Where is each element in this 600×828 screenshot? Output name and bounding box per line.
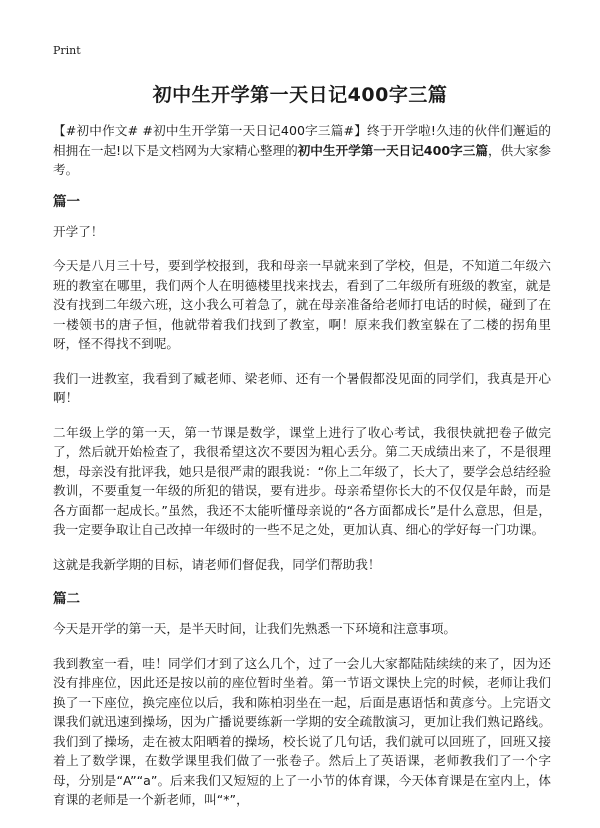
- intro-highlight: 初中生开学第一天日记400字三篇: [297, 142, 488, 158]
- intro-tag: 【#初中作文# #初中生开学第一天日记400字三篇#】: [53, 123, 368, 138]
- intro-paragraph: [53, 121, 551, 180]
- paragraph: 二年级上学的第一天，第一节课是数学，课堂上进行了收心考试，我很快就把卷子做完了，然后就开始检查了，我很希望这次不要因为粗心丢分。第二天成绩出来了，不是很理想，母亲没有批评我，她只是很严肃的跟我说：“你上二年级了，长大了，要学会总结经验教训，不要重复一年级的所犯的错误，要有进步。母亲希望你长大的不仅仅是年龄，而是各方面都一起成长。”虽然，我还不太能听懂母亲说的“各方面都成长”是什么意思，但是，我一定要争取让自己改掉一年级时的一些不足之处，更加认真、细心的学好每一门功课。: [53, 424, 551, 537]
- intro-text: 终于开学啦!久违的伙伴们邂逅的相拥在一起!以下是文档网为大家精心整理的: [53, 123, 551, 158]
- page-title: 初中生开学第一天日记400字三篇: [152, 84, 448, 106]
- section-heading: 篇二: [53, 591, 80, 607]
- paragraph: 开学了！: [53, 223, 104, 239]
- paragraph: 今天是八月三十号，要到学校报到，我和母亲一早就来到了学校，但是，不知道二年级六班的教室在哪里，我们两个人在明德楼里找来找去，看到了二年级所有班级的教室，就是没有找到二年级六班，这小我么可着急了，就在母亲准备给老师打电话的时候，碰到了在一楼领书的唐子恒，他就带着我们找到了教室，啊！原来我们教室躲在了二楼的拐角里呀，怪不得找不到呢。: [53, 258, 551, 351]
- paragraph: 我们一进教室，我看到了臧老师、梁老师、还有一个暑假都没见面的同学们，我真是开心啊！: [53, 370, 551, 405]
- article-body: [53, 121, 551, 825]
- print-link[interactable]: Print: [53, 44, 81, 57]
- paragraph: 这就是我新学期的目标，请老师们督促我，同学们帮助我！: [53, 556, 381, 572]
- intro-tail: ，供大家参考。: [53, 142, 551, 177]
- paragraph: 我到教室一看，哇！同学们才到了这么几个，过了一会儿大家都陆陆续续的来了，因为还没有排座位，因此还是按以前的座位暂时坐着。第一节语文课快上完的时候，老师让我们换了一下座位，换完座位以后，我和陈柏羽坐在一起，后面是惠语恬和黄彦兮。上完语文课我们就迅速到操场，因为广播说要练新一学期的安全疏散演习，更加让我们熟记路线。我们到了操场，走在被太阳晒着的操场，校长说了几句话，我们就可以回班了，回班又接着上了数学课，在数学课里我们做了一张卷子。然后上了英语课，老师教我们了一个字母，分别是“A”“a”。后来我们又短短的上了一小节的体育课，今天体育课是在室内上，体育课的老师是一个新老师，叫“*”，: [53, 655, 551, 807]
- paragraph: 今天是开学的第一天，是半天时间，让我们先熟悉一下环境和注意事项。: [53, 621, 456, 636]
- section-heading: 篇一: [53, 193, 80, 210]
